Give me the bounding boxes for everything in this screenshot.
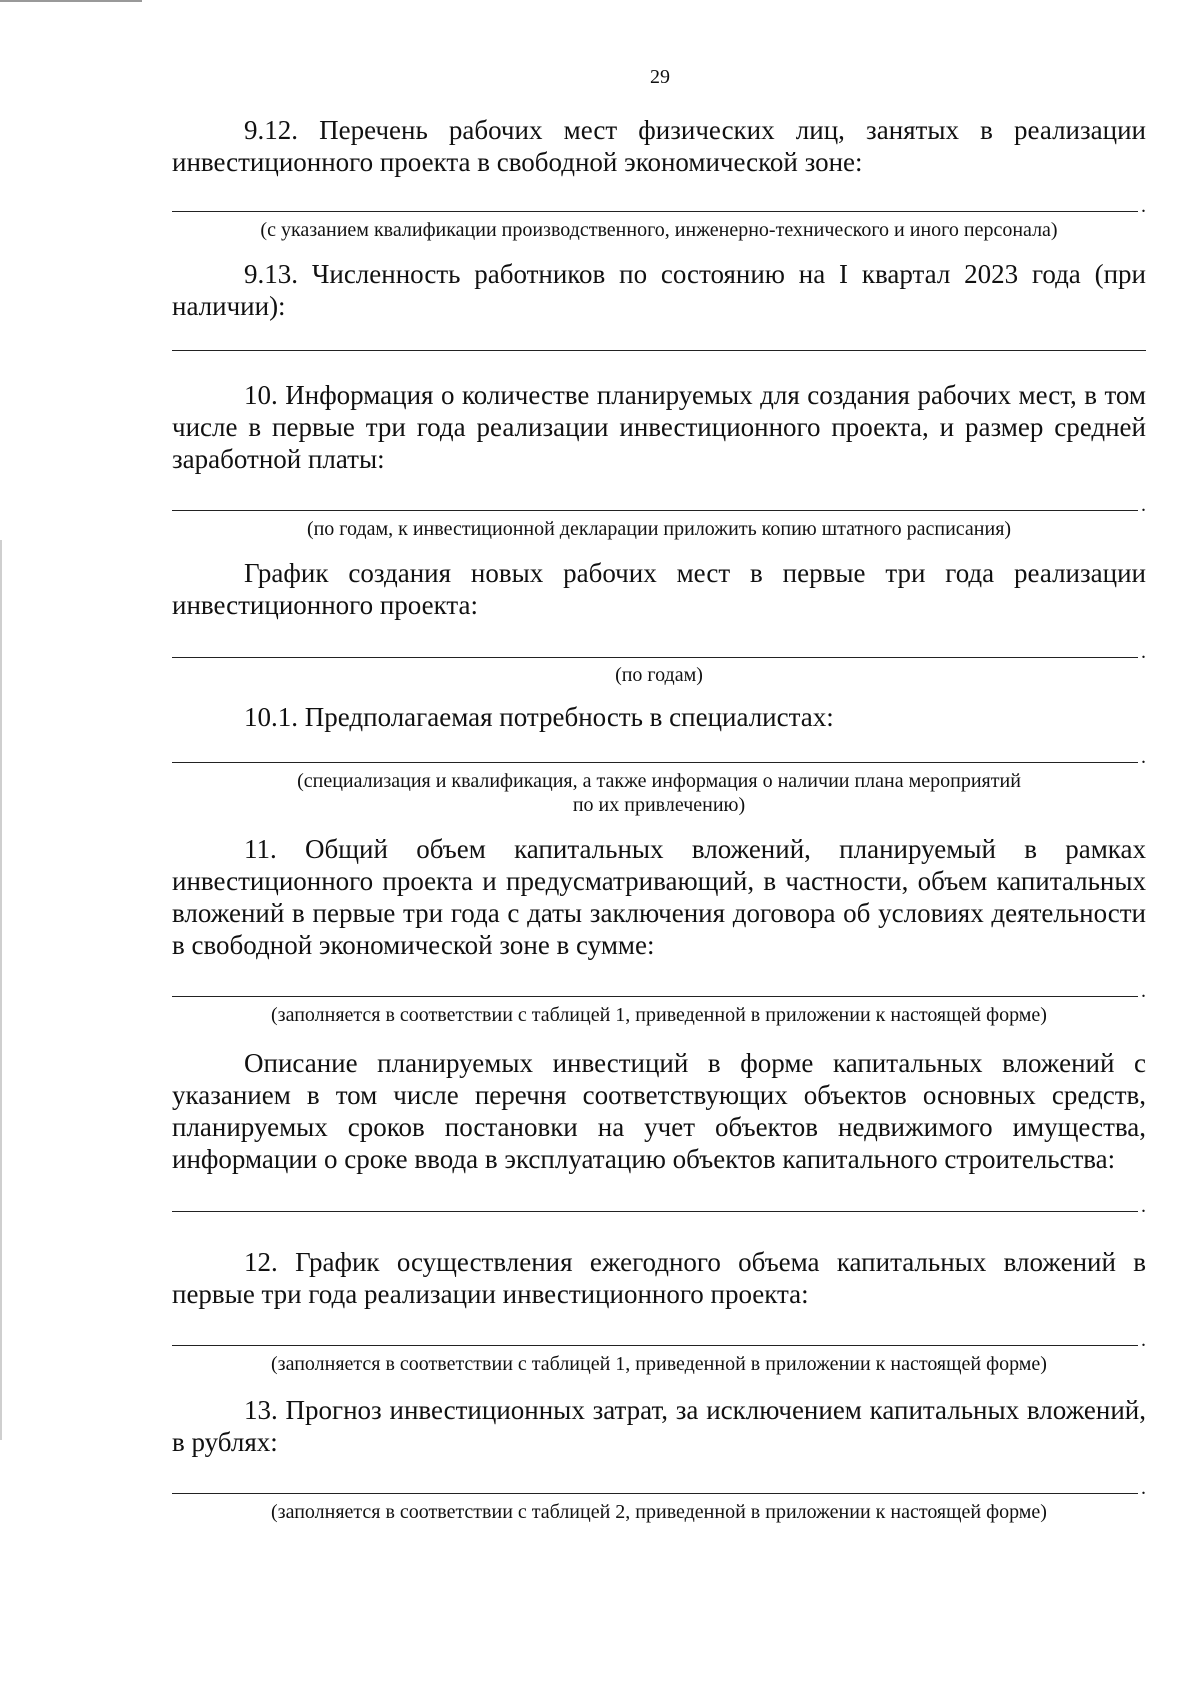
- fill-line-schedule: [172, 641, 1146, 663]
- investment-description-text: Описание планируемых инвестиций в форме капитальных вложений с указанием в том числе перечня соответствующих объектов основных средств, планируемых сроков постановки на учет объектов недвижимого имущества, информации о сроке ввода в эксплуатацию объектов капитального строительства:: [172, 1048, 1146, 1174]
- line-end-mark: .: [1141, 494, 1146, 516]
- line-end-mark: .: [1141, 980, 1146, 1002]
- section-9-13-text: 9.13. Численность работников по состоянию на I квартал 2023 года (при наличии):: [172, 259, 1146, 321]
- schedule-caption: (по годам): [615, 664, 703, 686]
- section-11-text: 11. Общий объем капитальных вложений, планируемый в рамках инвестиционного проекта и предусматривающий, в частности, объем капитальных вложений в первые три года с даты заключения договора об условиях деятельности в свободной экономической зоне в сумме:: [172, 834, 1146, 960]
- fill-line-9-12: [172, 195, 1146, 217]
- scan-edge-top: [0, 0, 142, 2]
- fill-line-10-1: [172, 746, 1146, 768]
- fill-line-9-13: [172, 350, 1146, 351]
- section-10-1-text: 10.1. Предполагаемая потребность в специалистах:: [244, 702, 834, 732]
- fill-line-investment-description: [172, 1195, 1146, 1217]
- section-12-caption: (заполняется в соответствии с таблицей 1, приведенной в приложении к настоящей форме): [271, 1353, 1047, 1375]
- line-end-mark: .: [1141, 1195, 1146, 1217]
- line-end-mark: .: [1141, 1329, 1146, 1351]
- page-number: 29: [650, 66, 670, 88]
- section-13-text: 13. Прогноз инвестиционных затрат, за исключением капитальных вложений, в рублях:: [172, 1395, 1146, 1457]
- line-end-mark: .: [1141, 641, 1146, 663]
- section-10-text: 10. Информация о количестве планируемых для создания рабочих мест, в том числе в первые три года реализации инвестиционного проекта, и размер средней заработной платы:: [172, 380, 1146, 474]
- fill-line-10: [172, 494, 1146, 516]
- section-9-12-text: 9.12. Перечень рабочих мест физических лиц, занятых в реализации инвестиционного проекта в свободной экономической зоне:: [172, 115, 1146, 177]
- scan-edge-left: [0, 540, 2, 1440]
- schedule-text: График создания новых рабочих мест в первые три года реализации инвестиционного проекта:: [172, 558, 1146, 620]
- section-13-caption: (заполняется в соответствии с таблицей 2, приведенной в приложении к настоящей форме): [271, 1501, 1047, 1523]
- section-10-1-caption-line2: по их привлечению): [572, 794, 746, 816]
- line-end-mark: .: [1141, 746, 1146, 768]
- section-12-text: 12. График осуществления ежегодного объема капитальных вложений в первые три года реализации инвестиционного проекта:: [172, 1247, 1146, 1309]
- section-11-caption: (заполняется в соответствии с таблицей 1, приведенной в приложении к настоящей форме): [271, 1004, 1047, 1026]
- fill-line-11: [172, 980, 1146, 1002]
- line-end-mark: .: [1141, 1477, 1146, 1499]
- section-10-caption: (по годам, к инвестиционной декларации приложить копию штатного расписания): [306, 518, 1012, 540]
- document-body: [172, 114, 1146, 1524]
- section-9-12-caption: (с указанием квалификации производственного, инженерно-технического и иного персонала): [260, 219, 1058, 241]
- line-end-mark: .: [1141, 195, 1146, 217]
- section-10-1-caption-line1: (специализация и квалификация, а также информация о наличии плана мероприятий: [297, 770, 1021, 792]
- fill-line-12: [172, 1329, 1146, 1351]
- fill-line-13: [172, 1477, 1146, 1499]
